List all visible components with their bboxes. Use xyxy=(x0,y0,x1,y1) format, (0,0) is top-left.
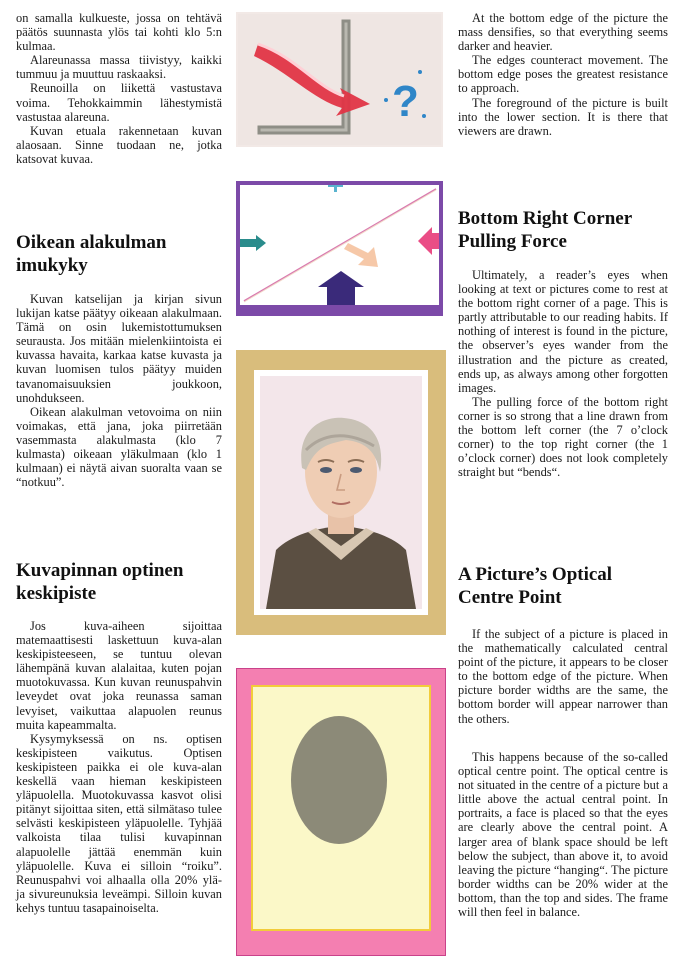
en-intro-p3: The foreground of the picture is built into the lower section. It is there that viewers are drawn. xyxy=(458,95,668,138)
en-optical-centre-p1: If the subject of a picture is placed in the mathematically calculated central point of the picture, it appears to be closer to the bottom edge of the picture. When picture border widths are the same, the bottom border will appear narrower than the others. xyxy=(458,627,668,726)
fi-intro-p4: Kuvan etuala rakennetaan kuvan alaosaan. Sinne tuodaan ne, jotka katsovat kuvaa. xyxy=(16,123,222,166)
curved-arrow-illustration xyxy=(236,12,443,147)
fi-intro-p2: Alareunassa massa tiivistyy, kaikki tummuu ja muuttuu raskaaksi. xyxy=(16,53,222,82)
figure-boy-portrait xyxy=(236,350,446,635)
fi-bottom-right-p1: Kuvan katselijan ja kirjan sivun lukijan katse päätyy oikeaan alakulmaan. Tämä on osin lukemistottumuksen seurausta. Jos mitään mielenkiintoista ei kuvassa havaita, karkaa katse kuvasta ja kuvan luomisen tulos päätyy muiden tavanomaisuuksien joukkoon, unohdukseen. xyxy=(16,292,222,405)
fi-intro-p1: on samalla kulkueste, jossa on tehtävä päätös suunnasta ylös tai kohti klo 5:n kulmaa. xyxy=(16,11,222,54)
fi-bottom-right-p2: Oikean alakulman vetovoima on niin voimakas, että jana, joka piirretään vasemmasta alakulmasta (klo 7 kulmasta) oikeaan yläkulmaan (klo 1 kulmaan) ei näytä aivan suoralta vaan se “notkuu”. xyxy=(16,404,222,490)
en-optical-centre-p2: This happens because of the so-called optical centre point. The optical centre is not situated in the centre of a picture but a little above the actual central point. In portraits, a face is placed so that the eyes are clearly above the central point. A larger area of blank space should be left below the subject, than above it, to avoid leaving the picture “hanging“. The picture border widths can be 20% wider at the bottom, than the top and sides. The frame will then feel in balance. xyxy=(458,750,668,920)
fi-optical-centre-p1: Jos kuva-aiheen sijoittaa matemaattisesti laskettuun kuva-alan keskipisteeseen, se tuntuu olevan lähempänä kuvan alalaitaa, kuten pojan muotokuvassa. Kun kuvan reunuspahvin leveydet ovat joka reunassa saman levyiset, vaikuttaa alapuolen reunus muita kapeammalta. xyxy=(16,619,222,732)
figure-curved-arrow xyxy=(236,12,443,147)
fi-intro-text xyxy=(16,11,222,166)
en-bottom-right-p1: Ultimately, a reader’s eyes when looking at text or pictures come to rest at the bottom right corner of a page. This is partly attributable to our reading habits. If nothing of interest is found in the picture, the observer’s eyes wander from the illustration and the picture as created, ends up, as always among other forgotten images. xyxy=(458,268,668,395)
en-optical-centre-text-2 xyxy=(458,750,668,919)
en-intro-p2: The edges counteract movement. The bottom edge poses the greatest resistance to approach. xyxy=(458,53,668,96)
boy-portrait-illustration xyxy=(236,350,446,635)
fi-heading-bottom-right: Oikean alakulman imukyky xyxy=(16,232,167,276)
figure-oval-centre xyxy=(236,668,446,956)
fi-heading-optical-centre: Kuvapinnan optinen keskipiste xyxy=(16,560,184,604)
en-heading-optical-centre: A Picture’s Optical Centre Point xyxy=(458,564,613,608)
oval-centre-illustration xyxy=(236,668,446,956)
question-mark-glyph: ? xyxy=(392,77,419,126)
en-intro-p1: At the bottom edge of the picture the mass densifies, so that everything seems darker and heavier. xyxy=(458,11,668,54)
en-intro-text xyxy=(458,11,668,138)
en-heading-bottom-right: Bottom Right Corner Pulling Force xyxy=(458,208,632,252)
fi-optical-centre-p2: Kysymyksessä on ns. optisen keskipisteen vaikutus. Optisen keskipisteen paikka ei ole kuva-alan keskellä vaan hieman keskipisteen yläpuolella. Muotokuvassa kasvot olisi pitänyt sijoittaa siten, että silmätaso tulee selvästi keskipisteen yläpuolelle. Tyhjää valkoista tilaa tulisi kuvapinnan alapuolelle jättää enemmän kuin yläpuolelle. Kuva ei silloin “roiku”. Reunuspahvi voi alhaalla olla 20% ylä- ja sivureunuksia leveämpi. Silloin kuvan kehys tuntuu tasapainoiselta. xyxy=(16,731,222,915)
en-bottom-right-text xyxy=(458,268,668,479)
fi-intro-p3: Reunoilla on liikettä vastustava voima. Tehokkaimmin lähestymistä vastustaa alareuna. xyxy=(16,81,222,124)
diagonal-line-illustration xyxy=(236,181,443,316)
fi-bottom-right-text xyxy=(16,292,222,489)
figure-diagonal-line xyxy=(236,181,443,316)
en-optical-centre-text-1 xyxy=(458,627,668,726)
fi-optical-centre-text xyxy=(16,619,222,915)
en-bottom-right-p2: The pulling force of the bottom right corner is so strong that a line drawn from the bottom left corner (the 7 o’clock corner) to the top right corner (the 1 o’clock corner) does not look completely straight but “bends“. xyxy=(458,394,668,480)
